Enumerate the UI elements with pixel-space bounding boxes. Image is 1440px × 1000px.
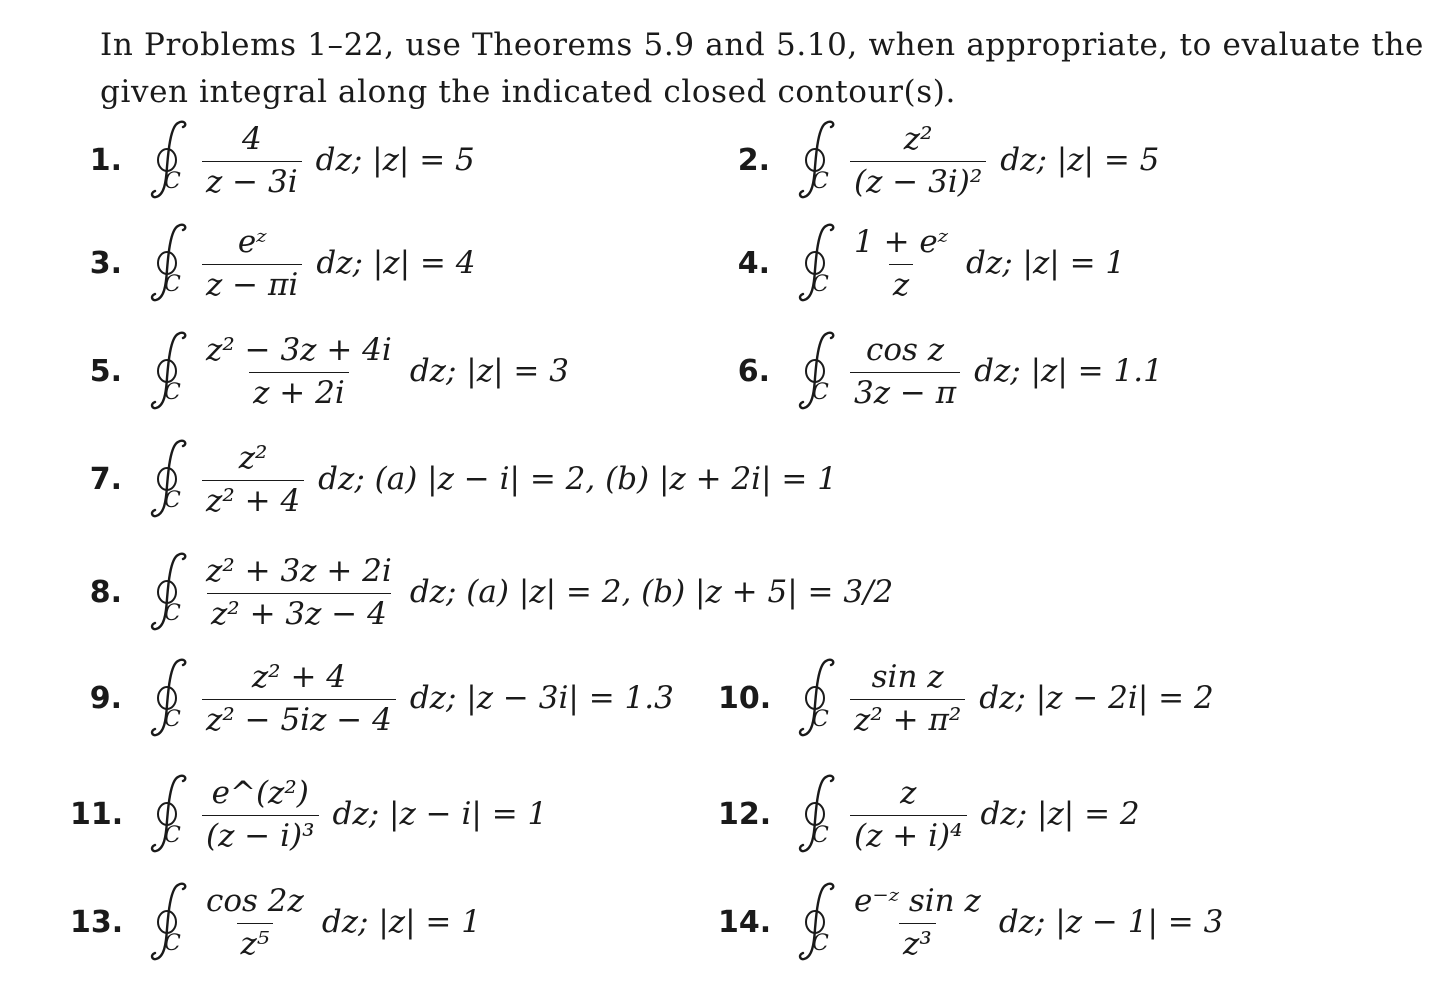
problem-number: 8. [89, 574, 122, 610]
contour-condition: dz; (a) |z| = 2, (b) |z + 5| = 3/2 [409, 574, 894, 610]
contour-label: C [164, 488, 181, 513]
contour-condition: dz; |z| = 1 [321, 904, 481, 940]
numerator: z [900, 774, 917, 811]
contour-label: C [164, 707, 181, 732]
problem-6 [718, 326, 1163, 416]
contour-integral-icon [796, 877, 842, 967]
contour-label: C [812, 931, 829, 956]
problem-14 [718, 877, 1223, 967]
integrand-fraction [202, 222, 302, 305]
problem-number: 5. [89, 353, 122, 389]
integrand-fraction [202, 773, 319, 856]
contour-label: C [812, 380, 829, 405]
denominator: z + 2i [249, 372, 349, 413]
contour-label: C [164, 931, 181, 956]
problem-3 [70, 218, 475, 308]
problem-12 [718, 769, 1140, 859]
problem-number: 13. [70, 904, 124, 940]
contour-condition: dz; (a) |z − i| = 2, (b) |z + 2i| = 1 [318, 461, 837, 497]
numerator: eᶻ [237, 223, 267, 260]
contour-integral-icon [148, 547, 194, 637]
contour-integral-icon [796, 653, 842, 743]
problem-1 [70, 115, 475, 205]
contour-integral-icon [148, 877, 194, 967]
contour-integral-icon [148, 434, 194, 524]
integrand-fraction [850, 657, 965, 740]
contour-condition: dz; |z| = 4 [316, 245, 476, 281]
contour-label: C [164, 380, 181, 405]
numerator: z² [238, 439, 268, 476]
integrand-fraction [850, 222, 952, 305]
problem-7 [70, 434, 837, 524]
numerator: z² − 3z + 4i [206, 331, 392, 368]
integrand-fraction [202, 881, 308, 964]
problem-2 [718, 115, 1159, 205]
contour-condition: dz; |z − 2i| = 2 [979, 680, 1214, 716]
problem-13 [70, 877, 481, 967]
numerator: cos z [866, 331, 945, 368]
denominator: z − πi [202, 264, 302, 305]
contour-condition: dz; |z| = 1.1 [974, 353, 1163, 389]
problem-number: 4. [737, 245, 770, 281]
contour-condition: dz; |z| = 2 [980, 796, 1140, 832]
integrand-fraction [202, 657, 396, 740]
contour-integral-icon [796, 218, 842, 308]
contour-label: C [812, 169, 829, 194]
denominator: z⁵ [237, 923, 274, 964]
denominator: (z + i)⁴ [850, 815, 967, 856]
numerator: e⁻ᶻ sin z [854, 882, 981, 919]
problem-11 [70, 769, 547, 859]
contour-label: C [812, 272, 829, 297]
contour-condition: dz; |z| = 1 [966, 245, 1126, 281]
problem-9 [70, 653, 674, 743]
contour-label: C [812, 707, 829, 732]
contour-condition: dz; |z − 3i| = 1.3 [409, 680, 674, 716]
problem-number: 12. [718, 796, 772, 832]
problem-8 [70, 547, 893, 637]
contour-condition: dz; |z − i| = 1 [332, 796, 548, 832]
problem-number: 9. [89, 680, 122, 716]
denominator: z³ [899, 923, 936, 964]
problem-number: 1. [89, 142, 122, 178]
problem-number: 7. [89, 461, 122, 497]
contour-condition: dz; |z| = 3 [409, 353, 569, 389]
numerator: z² + 3z + 2i [206, 552, 392, 589]
integrand-fraction [850, 119, 986, 202]
contour-integral-icon [148, 653, 194, 743]
denominator: 3z − π [850, 372, 960, 413]
instructions-paragraph: In Problems 1–22, use Theorems 5.9 and 5.10, when appropriate, to evaluate the given integral along the indicated closed contour(s). [100, 27, 1424, 110]
numerator: sin z [871, 658, 944, 695]
denominator: z² − 5iz − 4 [202, 699, 396, 740]
problem-number: 3. [89, 245, 122, 281]
integrand-fraction [850, 773, 967, 856]
problem-number: 14. [718, 904, 772, 940]
integrand-fraction [850, 881, 985, 964]
contour-integral-icon [796, 115, 842, 205]
numerator: cos 2z [206, 882, 304, 919]
contour-integral-icon [796, 769, 842, 859]
denominator: z² + 4 [202, 480, 304, 521]
contour-integral-icon [148, 326, 194, 416]
numerator: 4 [241, 120, 262, 157]
denominator: z − 3i [202, 161, 302, 202]
denominator: (z − i)³ [202, 815, 319, 856]
contour-integral-icon [148, 115, 194, 205]
integrand-fraction [202, 119, 302, 202]
problem-number: 2. [737, 142, 770, 178]
problem-number: 6. [737, 353, 770, 389]
denominator: z [889, 264, 913, 305]
contour-label: C [164, 169, 181, 194]
integrand-fraction [850, 330, 960, 413]
contour-integral-icon [148, 218, 194, 308]
numerator: 1 + eᶻ [854, 223, 949, 260]
problem-number: 10. [718, 680, 772, 716]
denominator: (z − 3i)² [850, 161, 986, 202]
problem-10 [718, 653, 1214, 743]
integrand-fraction [202, 551, 396, 634]
problem-5 [70, 326, 569, 416]
contour-label: C [164, 823, 181, 848]
numerator: z² + 4 [251, 658, 346, 695]
numerator: e^(z²) [211, 774, 309, 811]
integrand-fraction [202, 330, 396, 413]
problem-number: 11. [70, 796, 124, 832]
contour-integral-icon [148, 769, 194, 859]
denominator: z² + π² [850, 699, 965, 740]
contour-condition: dz; |z| = 5 [1000, 142, 1160, 178]
contour-condition: dz; |z − 1| = 3 [998, 904, 1224, 940]
denominator: z² + 3z − 4 [207, 593, 391, 634]
contour-label: C [164, 272, 181, 297]
problem-4 [718, 218, 1125, 308]
integrand-fraction [202, 438, 304, 521]
contour-integral-icon [796, 326, 842, 416]
contour-label: C [812, 823, 829, 848]
numerator: z² [903, 120, 933, 157]
contour-label: C [164, 601, 181, 626]
contour-condition: dz; |z| = 5 [315, 142, 475, 178]
